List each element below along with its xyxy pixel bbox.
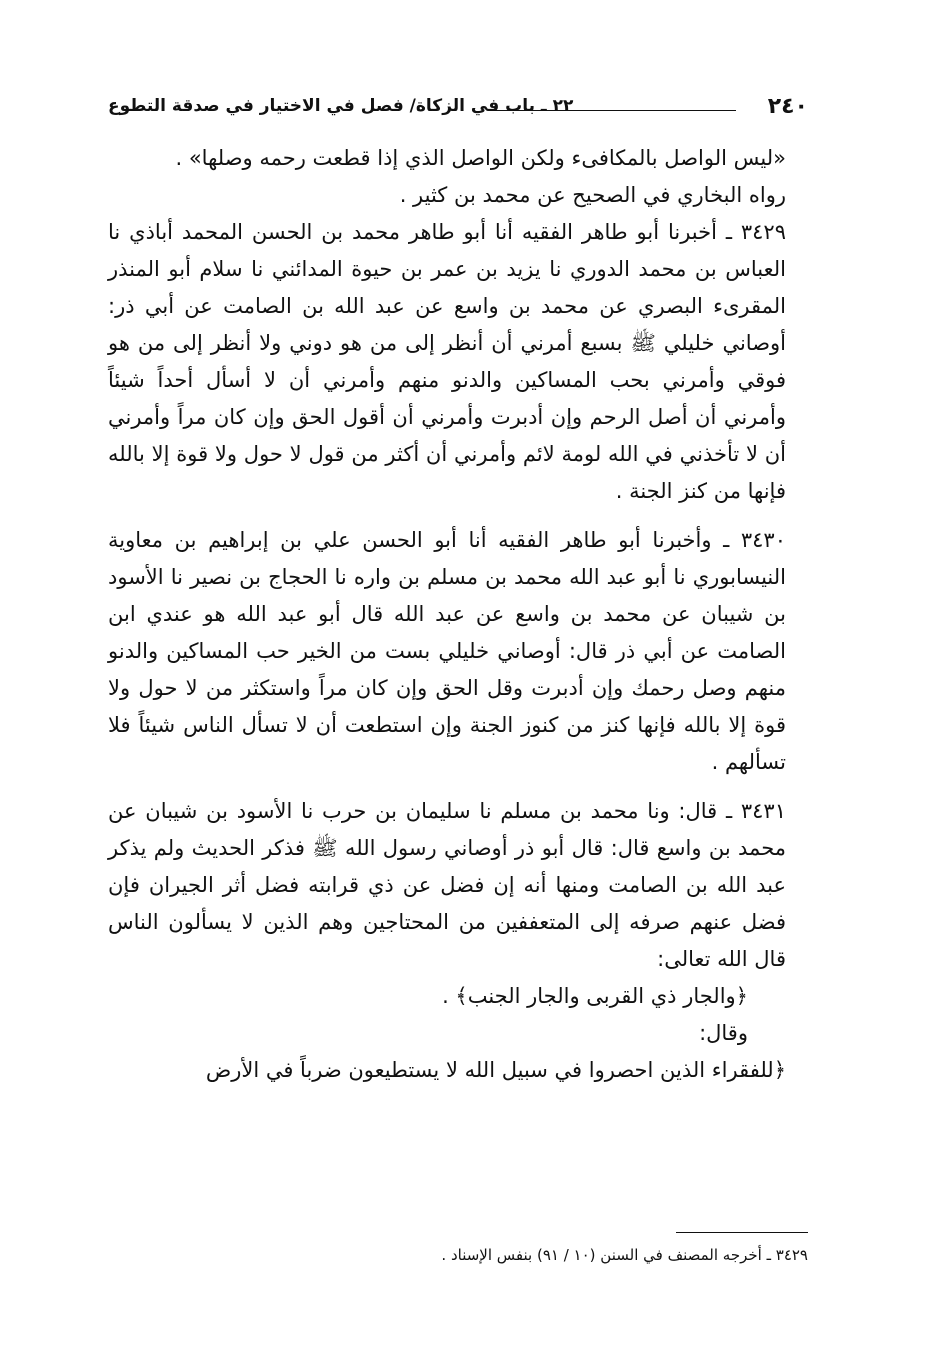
quote-line: «ليس الواصل بالمكافىء ولكن الواصل الذي إذا قطعت رحمه وصلها» . bbox=[175, 146, 786, 170]
running-header bbox=[108, 92, 808, 126]
hadith-3430: ٣٤٣٠ ـ وأخبرنا أبو طاهر الفقيه أنا أبو الحسن علي بن إبراهيم بن معاوية النيسابوري نا أبو عبد الله محمد بن مسلم بن واره نا الحجاج بن نصير نا الأسود بن شيبان عن محمد بن واسع عن عبد الله قال أبو عبد الله هو عندي ابن الصامت عن أبي ذر قال: أوصاني خليلي بست من الخير حب المساكين والدنو منهم وصل رحمك وإن أدبرت وقل الحق وإن كان مراً واستكثر من لا حول ولا قوة إلا بالله فإنها كنز من كنوز الجنة وإن استطعت أن لا تسأل الناس شيئاً فلا تسألهم . bbox=[108, 528, 786, 774]
narration-note: رواه البخاري في الصحيح عن محمد بن كثير . bbox=[399, 183, 786, 207]
footnote: ٣٤٢٩ ـ أخرجه المصنف في السنن (١٠ / ٩١) بنفس الإسناد . bbox=[441, 1246, 808, 1264]
and-said-line: وقال: bbox=[699, 1021, 748, 1045]
page-body bbox=[108, 140, 808, 1089]
hadith-3431: ٣٤٣١ ـ قال: ونا محمد بن مسلم نا سليمان بن حرب نا الأسود بن شيبان عن محمد بن واسع قال: قال أبو ذر أوصاني رسول الله ﷺ فذكر الحديث ولم يذكر عبد الله بن الصامت ومنها أنه إن فضل عن ذي قرابته فضل أثر الجيران فإن فضل عنهم صرفه إلى المتعففين من المحتاجين وهم الذين لا يسألون الناس قال الله تعالى: bbox=[108, 799, 786, 971]
quran-verse-2: ﴿للفقراء الذين احصروا في سبيل الله لا يستطيعون ضرباً في الأرض bbox=[205, 1058, 786, 1082]
quran-verse-1: ﴿والجار ذي القربى والجار الجنب﴾ . bbox=[442, 984, 748, 1008]
footnote-rule bbox=[676, 1232, 808, 1233]
chapter-title: ٢٢ ـ باب في الزكاة/ فصل في الاختيار في صدقة التطوع bbox=[108, 96, 574, 116]
hadith-3429: ٣٤٢٩ ـ أخبرنا أبو طاهر الفقيه أنا أبو طاهر محمد بن الحسن المحمد أباذي نا العباس بن محمد الدوري نا يزيد بن عمر بن حيوة المدائني نا سلام أبو المنذر المقرىء البصري عن محمد بن واسع عن عبد الله بن الصامت عن أبي ذر: أوصاني خليلي ﷺ بسبع أمرني أن أنظر إلى من هو دوني ولا أنظر إلى من هو فوقي وأمرني بحب المساكين والدنو منهم وأمرني أن لا أسأل أحداً شيئاً وأمرني أن أصل الرحم وإن أدبرت وأمرني أن أقول الحق وإن كان مراً وأمرني أن لا تأخذني في الله لومة لائم وأمرني أن أكثر من قول لا حول ولا قوة إلا بالله فإنها من كنز الجنة . bbox=[108, 220, 786, 503]
page-number: ٢٤٠ bbox=[767, 94, 808, 119]
